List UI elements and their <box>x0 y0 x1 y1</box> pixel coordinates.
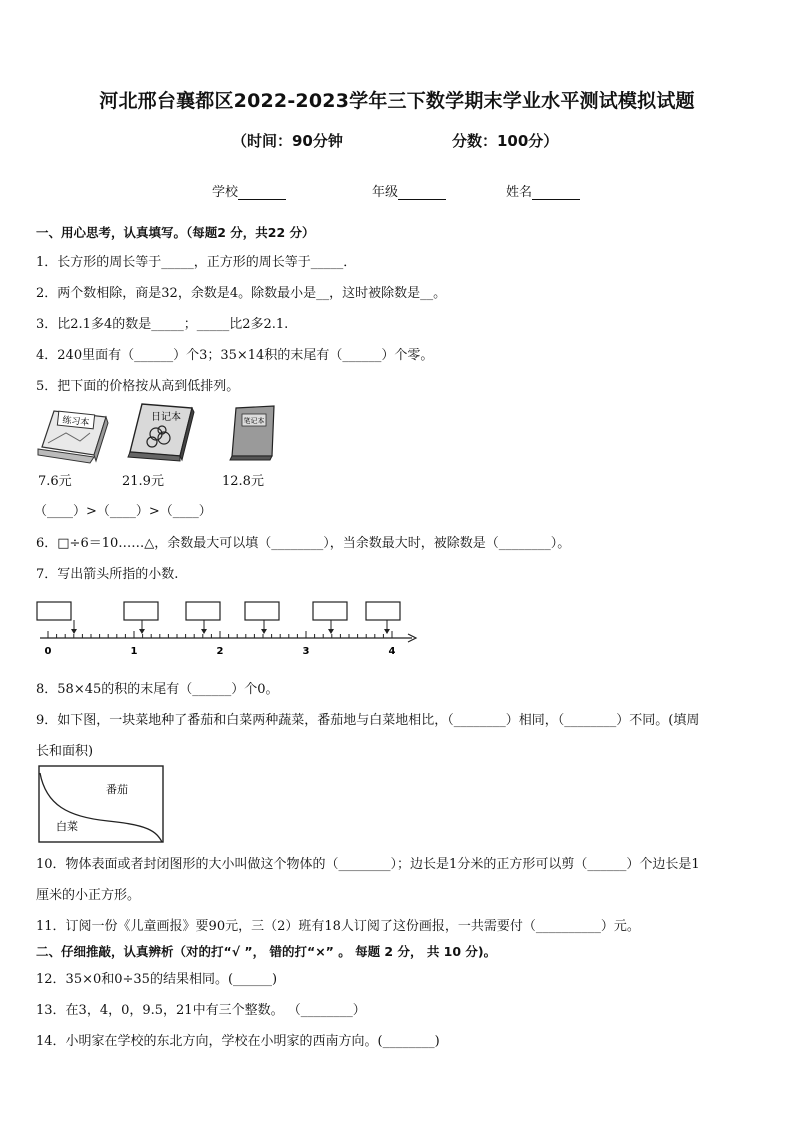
question-12: 12．35×0和0÷35的结果相同。(______) <box>36 972 278 987</box>
question-9-line-2: 长和面积) <box>36 744 94 759</box>
school-label: 学校 <box>212 185 239 200</box>
answer-box <box>313 602 347 620</box>
answer-box <box>37 602 71 620</box>
diary-image <box>126 400 196 462</box>
exercise-book-cover-label: 练习本 <box>61 415 90 429</box>
question-5-order-blanks: （____）>（____）>（____） <box>34 504 212 519</box>
answer-box <box>124 602 158 620</box>
question-4: 4．240里面有（______）个3；35×14积的末尾有（______）个零。 <box>36 348 434 363</box>
grade-blank[interactable] <box>398 186 446 200</box>
question-8: 8．58×45的积的末尾有（______）个0。 <box>36 682 279 697</box>
question-7: 7．写出箭头所指的小数. <box>36 567 179 582</box>
notebook-image <box>224 402 280 462</box>
pointer-arrowhead <box>201 629 207 634</box>
price-diary: 21.9元 <box>122 474 164 489</box>
exercise-book-image <box>36 403 108 465</box>
pointer-arrowhead <box>71 629 77 634</box>
vegetable-field-diagram <box>38 765 166 845</box>
number-line-tick-label: 2 <box>216 646 224 657</box>
question-1: 1．长方形的周长等于_____，正方形的周长等于_____． <box>36 255 357 270</box>
school-field <box>212 181 286 200</box>
question-10-line-1: 10．物体表面或者封闭图形的大小叫做这个物体的（________）；边长是1分米的正方形可以剪（______）个边长是1 <box>36 857 700 872</box>
question-3: 3．比2.1多4的数是_____；_____比2多2.1. <box>36 317 289 332</box>
page-title: 河北邢台襄都区2022-2023学年三下数学期末学业水平测试模拟试题 <box>99 90 695 112</box>
exam-score: 分数：100分） <box>452 132 559 150</box>
pointer-arrowhead <box>261 629 267 634</box>
school-blank[interactable] <box>238 186 286 200</box>
price-exercise-book: 7.6元 <box>38 474 72 489</box>
number-line-tick-label: 1 <box>130 646 138 657</box>
grade-field <box>372 181 446 200</box>
number-line-tick-label: 3 <box>302 646 310 657</box>
cabbage-label: 白菜 <box>56 820 78 833</box>
pointer-arrowhead <box>328 629 334 634</box>
question-14: 14．小明家在学校的东北方向，学校在小明家的西南方向。(________) <box>36 1034 440 1049</box>
question-13: 13．在3，4，0，9.5，21中有三个整数。 （________） <box>36 1003 366 1018</box>
section-1-heading: 一、用心思考，认真填写。（每题2 分，共22 分） <box>36 225 315 240</box>
answer-box <box>366 602 400 620</box>
question-9-line-1: 9．如下图，一块菜地种了番茄和白菜两种蔬菜，番茄地与白菜地相比，（________）相同，（________）不同。(填周 <box>36 713 700 728</box>
pointer-arrowhead <box>384 629 390 634</box>
notebook-cover-label: 笔记本 <box>243 417 265 425</box>
number-line-tick-label: 4 <box>388 646 396 657</box>
price-notebook: 12.8元 <box>222 474 264 489</box>
diary-cover-label: 日记本 <box>151 412 181 423</box>
name-blank[interactable] <box>532 186 580 200</box>
question-11: 11．订阅一份《儿童画报》要90元，三（2）班有18人订阅了这份画报，一共需要付（__________）元。 <box>36 919 640 934</box>
section-2-heading: 二、仔细推敲，认真辨析（对的打“√ ”， 错的打“×” 。 每题 2 分， 共 10 分)。 <box>36 944 497 959</box>
pointer-arrowhead <box>139 629 145 634</box>
exam-time: （时间：90分钟 <box>232 132 343 150</box>
question-10-line-2: 厘米的小正方形。 <box>36 888 141 903</box>
name-field <box>506 181 580 200</box>
question-2: 2．两个数相除，商是32，余数是4。除数最小是__，这时被除数是__。 <box>36 286 447 301</box>
number-line <box>30 598 430 662</box>
question-6: 6．□÷6＝10……△，余数最大可以填（________），当余数最大时，被除数是（________）。 <box>36 536 571 551</box>
answer-box <box>186 602 220 620</box>
question-5: 5．把下面的价格按从高到低排列。 <box>36 379 240 394</box>
answer-box <box>245 602 279 620</box>
grade-label: 年级 <box>372 185 399 200</box>
number-line-tick-label: 0 <box>44 646 52 657</box>
name-label: 姓名 <box>506 185 533 200</box>
tomato-label: 番茄 <box>106 783 128 796</box>
